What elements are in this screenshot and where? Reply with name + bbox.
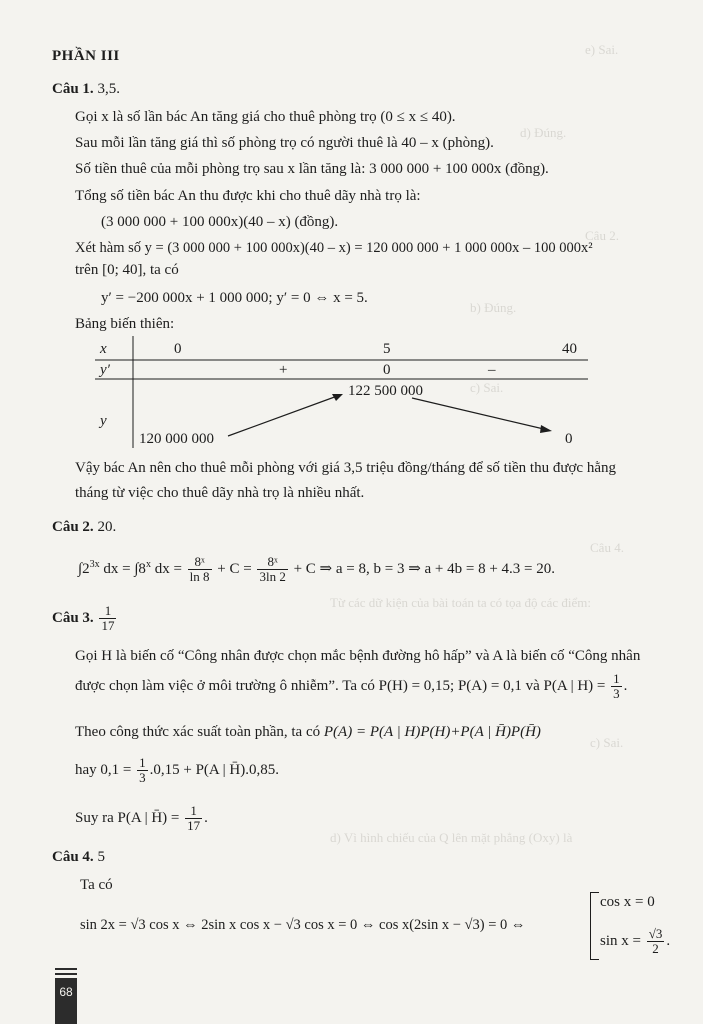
q1-conclusion-1: Vậy bác An nên cho thuê mỗi phòng với giá 3,5 triệu đồng/tháng để số tiền thu được hằng (75, 460, 616, 476)
q4-case-2-fraction: $\frac{√3}{2}$ (648, 926, 663, 957)
document-page: e) Sai. d) Đúng. Câu 2. b) Đúng. c) Sai. Câu 4. Từ các dữ kiện của bài toán ta có tọa độ các điểm: c) Sai. d) Vì hình chiếu của Q lên mặt phẳng (Oxy) là PHẦN III Câu 1. 3,5. Gọi x là số lần bác An tăng giá cho thuê phòng trọ (0 ≤ x ≤ 40). Sau mỗi lần tăng giá thì số phòng trọ có người thuê là 40 – x (phòng). Số tiền thuê của mỗi phòng trọ sau x lần tăng là: 3 000 000 + 100 000x (đồng). Tổng số tiền bác An thu được khi cho thuê dãy nhà trọ là: (3 000 000 + 100 000x)(40 – x) (đồng). Xét hàm số y = (3 000 000 + 100 000x)(40 – x) = 120 000 000 + 1 000 000x – 100 000x² trên [0; 40], ta có y′ = −200 000x + 1 000 000; y′ = 0 ⇔ x = 5. Bảng biến thiên: x 0 5 40 y′ + 0 – y 122 500 000 120 000 000 0 Vậy bác An nên cho thuê mỗi phòng với giá 3,5 triệu đồng/tháng để số tiền thu được hằng tháng từ việc cho thuê dãy nhà trọ là nhiều nhất. Câu 2. 20. $\int 2^{3x}$ dx = $\int 8^x$ dx = $\frac{\text{8ˣ}}{\ln 8}$ + C = $\frac{\text{8ˣ}}{3\ln 2}$ + C ⇒ a = 8, b = 3 ⇒ a + 4b = 8 + 4.3 = 20. Câu 3. $\frac{1}{17}$ Gọi H là biến cố “Công nhân được chọn mắc bệnh đường hô hấp” và A là biến cố “Công nhân được chọn làm việc ở môi trường ô nhiễm”. Ta có P(H) = 0,15; P(A) = 0,1 và P(A | H) = $\frac{1}{3}$ . Theo công thức xác suất toàn phần, ta có P(A) = P(A | H)P(H)+P(A | H̄)P(H̄) hay 0,1 = $\frac{1}{3}$ .0,15 + P(A | H̄).0,85. Suy ra P(A | H̄) = $\frac{1}{17}$ . Câu 4. 5 Ta có sin 2x = √3 cos x ⇔ 2sin x cos x − √3 cos x = 0 ⇔ cos x(2sin x − √3) = 0 ⇔ cos x = 0 sin x = $\frac{√3}{2}$ . 68 (0, 0, 703, 1024)
q2-eq-part-c: dx = (150, 561, 182, 577)
arrow-down-head (540, 425, 552, 433)
page-tab-stripe-2 (55, 973, 77, 975)
q3-line-5-fraction: $\frac{1}{17}$ (187, 803, 201, 834)
q1-conclusion-2: tháng từ việc cho thuê dãy nhà trọ là nhiều nhất. (75, 485, 365, 501)
q4-line-1: Ta có (80, 877, 113, 893)
q3-line-5: Suy ra P(A | H̄) = $\frac{1}{17}$ . (75, 803, 208, 834)
q4-equation: sin 2x = √3 cos x ⇔ 2sin x cos x − √3 cos x = 0 ⇔ cos x(2sin x − √3) = 0 ⇔ (80, 917, 526, 933)
table-sign-zero: 0 (383, 362, 391, 378)
q4-case-2-text: sin x = (600, 933, 641, 949)
table-x-value-0: 0 (174, 341, 182, 357)
q2-fraction-2: $\frac{\text{8ˣ}}{3\ln 2}$ (259, 554, 286, 585)
table-sign-minus: – (488, 362, 496, 378)
q3-total-probability-formula: P(A) = P(A | H)P(H)+P(A | H̄)P(H̄) (323, 724, 541, 740)
table-x-value-40: 40 (562, 341, 577, 357)
q2-eq-part-d: + C = (217, 561, 252, 577)
q1-line-2: Sau mỗi lần tăng giá thì số phòng trọ có người thuê là 40 – x (phòng). (75, 135, 494, 151)
table-yprime-label: y′ (100, 362, 110, 378)
q3-line-1: Gọi H là biến cố “Công nhân được chọn mắc bệnh đường hô hấp” và A là biến cố “Công nhân (75, 648, 641, 664)
q1-line-3: Số tiền thuê của mỗi phòng trọ sau x lần tăng là: 3 000 000 + 100 000x (đồng). (75, 161, 549, 177)
q1-line-4: Tổng số tiền bác An thu được khi cho thuê dãy nhà trọ là: (75, 188, 421, 204)
q3-line-4-text-b: .0,15 + P(A | H̄).0,85. (149, 762, 280, 778)
table-sign-plus: + (279, 362, 288, 378)
q3-line-2-text: được chọn làm việc ở môi trường ô nhiễm”. Ta có P(H) = 0,15; P(A) = 0,1 và P(A | H) = (75, 678, 606, 694)
q2-eq-sup-a: 3x (89, 559, 100, 570)
q1-line-7: trên [0; 40], ta có (75, 262, 179, 278)
q2-eq-sup-b: x (145, 559, 151, 570)
q3-line-2: được chọn làm việc ở môi trường ô nhiễm”. Ta có P(H) = 0,15; P(A) = 0,1 và P(A | H) = $\frac{1}{3}$ . (75, 671, 628, 702)
question-4-answer: 5 (97, 849, 105, 865)
page-number: 68 (59, 985, 73, 999)
q1-line-8: y′ = −200 000x + 1 000 000; y′ = 0 ⇔ x = 5. (101, 290, 368, 306)
q1-line-1: Gọi x là số lần bác An tăng giá cho thuê phòng trọ (0 ≤ x ≤ 40). (75, 109, 456, 125)
q3-line-3 (75, 723, 541, 741)
question-3-label: Câu 3. (52, 610, 94, 626)
q3-line-4-fraction: $\frac{1}{3}$ (139, 755, 146, 786)
table-y-label: y (100, 413, 107, 429)
question-3-answer: $\frac{1}{17}$ (101, 603, 115, 634)
section-heading: PHẦN III (52, 48, 120, 64)
arrow-down-line (412, 398, 548, 430)
q3-line-4 (75, 752, 279, 788)
q2-eq-part-b: dx = ∫8 (99, 561, 146, 577)
q2-fraction-1: $\frac{\text{8ˣ}}{\ln 8}$ (189, 554, 210, 585)
table-x-value-5: 5 (383, 341, 391, 357)
q2-eq-part-a: ∫2 (78, 561, 90, 577)
question-2-label: Câu 2. (52, 519, 94, 535)
question-1-label: Câu 1. (52, 81, 94, 97)
q3-line-3-text: Theo công thức xác suất toàn phần, ta có (75, 724, 324, 740)
q3-line-4-text-a: hay 0,1 = (75, 762, 132, 778)
question-2-header (52, 518, 116, 536)
question-2-answer: 20. (97, 519, 117, 535)
arrow-up-line (228, 395, 340, 436)
table-y-left: 120 000 000 (139, 431, 214, 447)
page-tab-stripe-1 (55, 968, 77, 970)
q2-eq-part-e: + C ⇒ a = 8, b = 3 ⇒ a + 4b = 8 + 4.3 = 20. (293, 561, 556, 577)
q2-equation (78, 550, 555, 588)
question-1-answer: 3,5. (97, 81, 120, 97)
table-y-max: 122 500 000 (348, 383, 423, 399)
q1-line-6: Xét hàm số y = (3 000 000 + 100 000x)(40 – x) = 120 000 000 + 1 000 000x – 100 000x² (75, 240, 593, 256)
question-4-header (52, 848, 105, 866)
q4-case-bracket (590, 892, 599, 960)
q3-line-5-text: Suy ra P(A | H̄) = (75, 810, 180, 826)
question-4-label: Câu 4. (52, 849, 94, 865)
table-y-right: 0 (565, 431, 573, 447)
q4-case-1: cos x = 0 (600, 894, 655, 910)
q4-case-2: sin x = $\frac{√3}{2}$ . (600, 926, 671, 957)
q1-line-5: (3 000 000 + 100 000x)(40 – x) (đồng). (101, 214, 339, 230)
q1-line-9: Bảng biến thiên: (75, 316, 175, 332)
question-3-header (52, 600, 118, 636)
table-x-label: x (100, 341, 107, 357)
q3-line-2-fraction: $\frac{1}{3}$ (613, 671, 620, 702)
